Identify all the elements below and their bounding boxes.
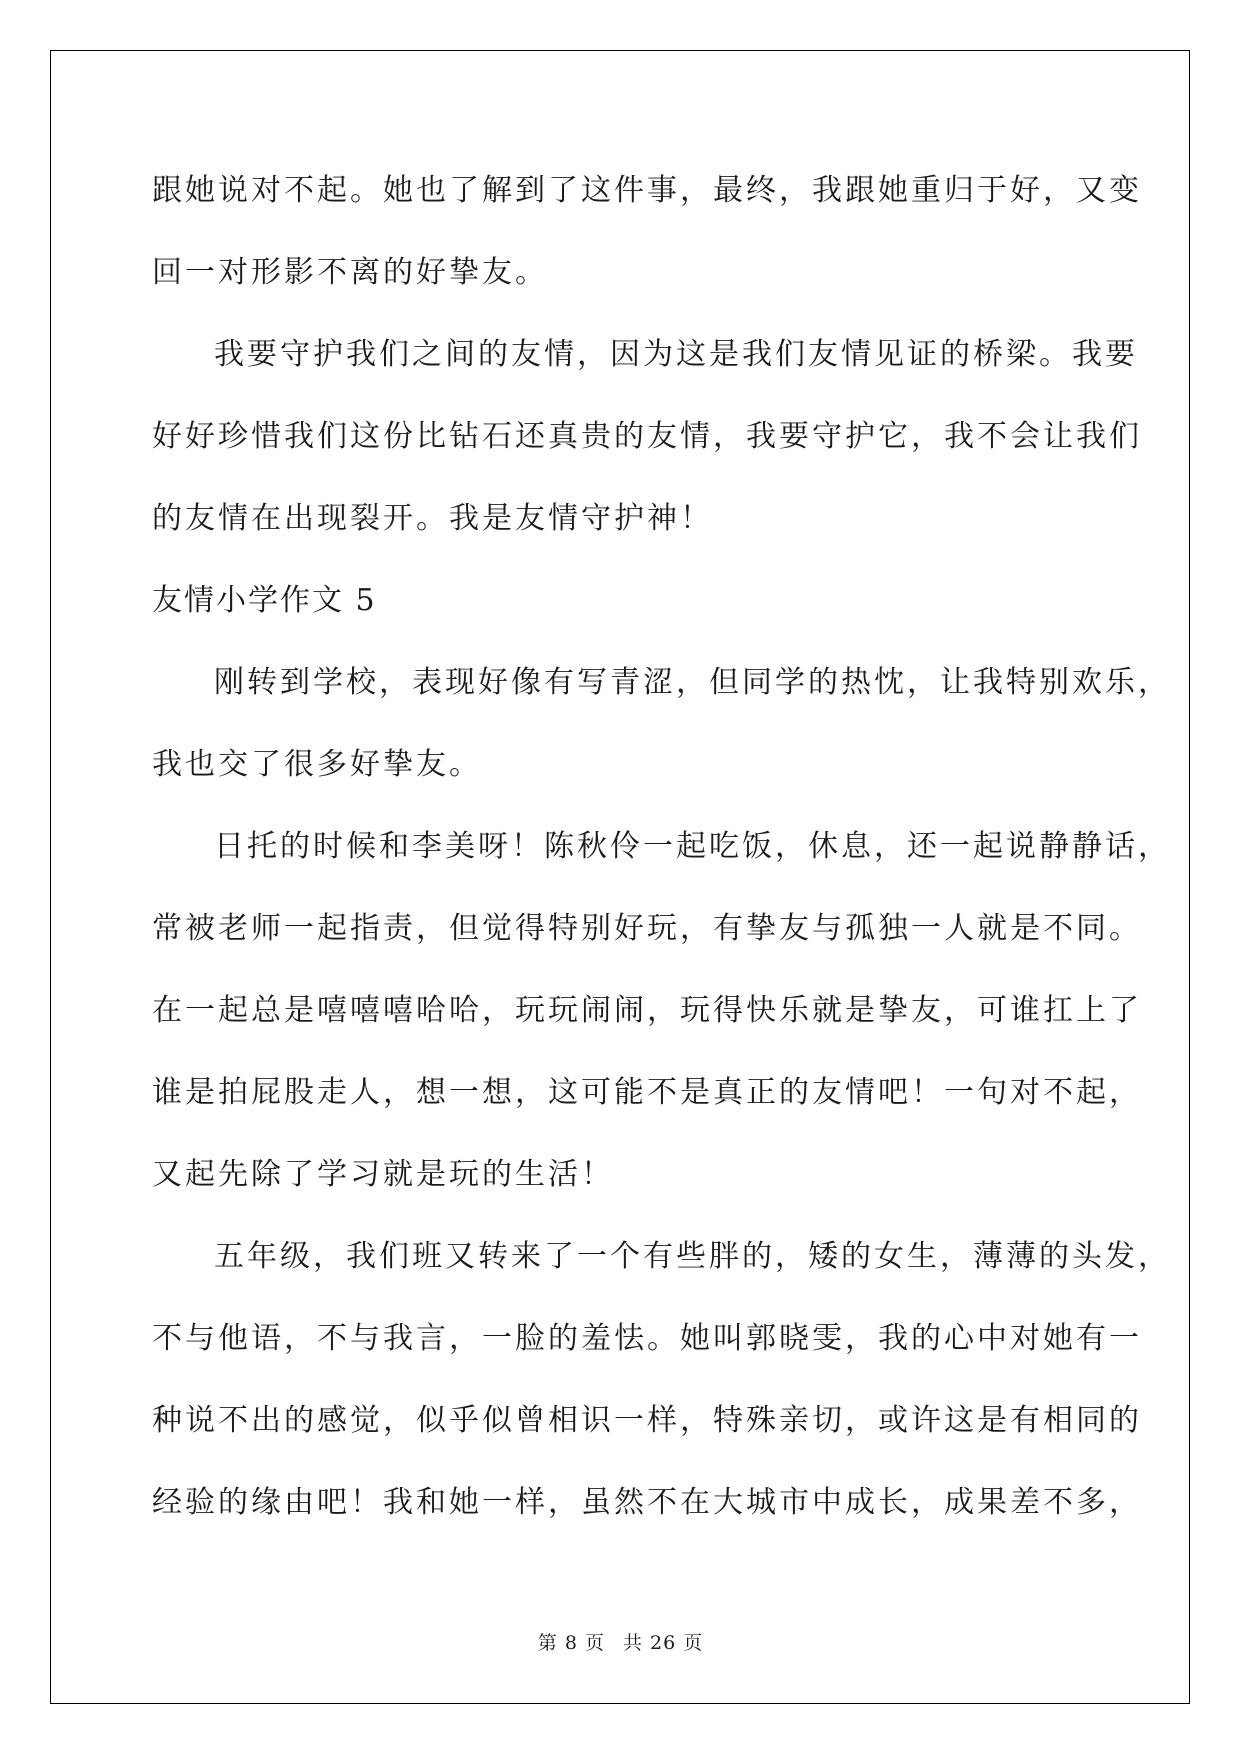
text-line-17: 经验的缘由吧！我和她一样，虽然不在大城市中成长，成果差不多， [152, 1485, 1142, 1520]
text-line-12: 谁是拍屁股走人，想一想，这可能不是真正的友情吧！一句对不起， [152, 1075, 1142, 1110]
section-heading: 友情小学作文 5 [152, 583, 377, 618]
current-page-label: 第 8 页 [537, 1632, 605, 1654]
text-line-7: 刚转到学校，表现好像有写青涩，但同学的热忱，让我特别欢乐， [214, 665, 1171, 700]
text-line-5: 的友情在出现裂开。我是友情守护神！ [152, 501, 713, 536]
text-line-3: 我要守护我们之间的友情，因为这是我们友情见证的桥梁。我要 [214, 337, 1138, 372]
text-line-11: 在一起总是嘻嘻嘻哈哈，玩玩闹闹，玩得快乐就是挚友，可谁扛上了 [152, 993, 1142, 1028]
text-line-13: 又起先除了学习就是玩的生活！ [152, 1157, 614, 1192]
page-footer [0, 1628, 1241, 1655]
text-line-4: 好好珍惜我们这份比钻石还真贵的友情，我要守护它，我不会让我们 [152, 419, 1142, 454]
total-pages-label: 共 26 页 [622, 1632, 704, 1654]
document-body [152, 150, 1171, 1544]
text-line-8: 我也交了很多好挚友。 [152, 747, 482, 782]
text-line-14: 五年级，我们班又转来了一个有些胖的，矮的女生，薄薄的头发， [214, 1239, 1171, 1274]
text-line-9: 日托的时候和李美呀！陈秋伶一起吃饭，休息，还一起说静静话， [214, 829, 1171, 864]
text-line-16: 种说不出的感觉，似乎似曾相识一样，特殊亲切，或许这是有相同的 [152, 1403, 1142, 1438]
text-line-15: 不与他语，不与我言，一脸的羞怯。她叫郭晓雯，我的心中对她有一 [152, 1321, 1142, 1356]
text-line-10: 常被老师一起指责，但觉得特别好玩，有挚友与孤独一人就是不同。 [152, 911, 1142, 946]
text-line-2: 回一对形影不离的好挚友。 [152, 255, 548, 290]
text-line-1: 跟她说对不起。她也了解到了这件事，最终，我跟她重归于好，又变 [152, 173, 1142, 208]
